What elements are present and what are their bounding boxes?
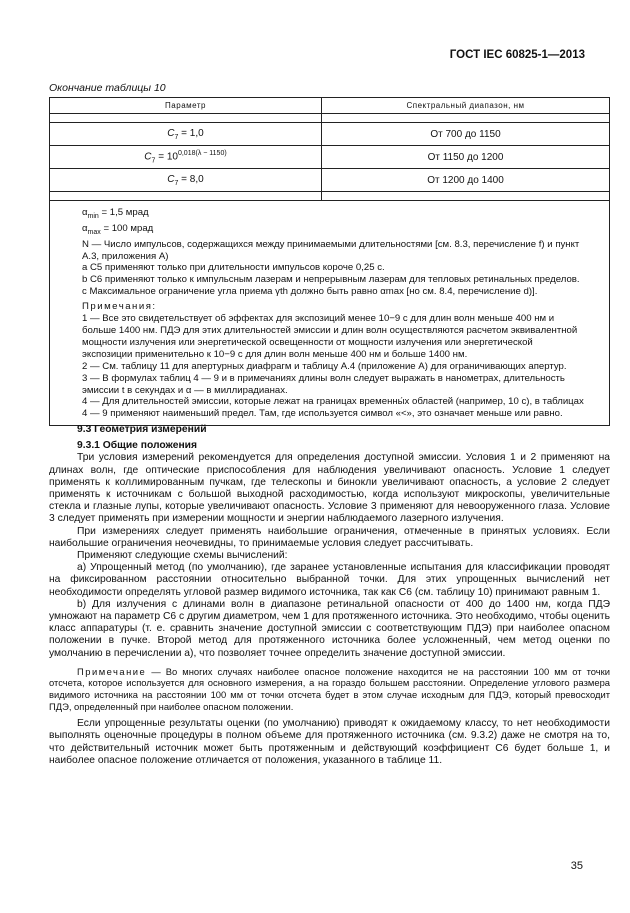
note-alpha-min: $\alpha_{min} = 1,5$ мрад [82, 207, 149, 220]
footnote-a: a C5 применяют только при длительности импульсов короче 0,25 с. [82, 262, 385, 274]
section-9-3 [49, 424, 610, 767]
table-row [50, 146, 610, 169]
param-cell: $C_7 = 8,0$ [50, 169, 322, 192]
heading-9-3-1: 9.3.1 Общие положения [77, 440, 197, 452]
notes-title: Примечания: [82, 301, 157, 313]
col-range-header: Спектральный диапазон, нм [322, 98, 610, 114]
table-row [50, 123, 610, 146]
paragraph: b) Для излучения с длинами волн в диапазоне ретинальной опасности от 400 до 1400 нм, когда ПДЭ умножают на параметр C6 с другим диаметром, чем 1 для протяженного источника. Это необходимо, чтобы оценить класс аппаратуры (т. е. сравнить значение доступной эмиссии с соответствующим ПДЭ) при наиболее опасном положении в пучке. Второй метод для протяженного источника более усложненный, чем метод оценки по умолчанию в перечислении а), что позволяет точнее определить значение доступной эмиссии. [49, 598, 610, 659]
note-4: 4 — Для длительностей эмиссии, которые лежат на границах временны́х областей (например, 10 с), в таблицах 4 — 9 применяют наименьший предел. Там, где используется символ «<», это означает меньше или равно. [82, 396, 584, 420]
note-1: 1 — Все это свидетельствует об эффектах для экспозиций менее 10−9 с для длин волн меньше 400 нм и больше 1400 нм. ПДЭ для этих длительностей эмиссии и длин волн осуществляются расчетом эквивалентной мощности излучения или энергетической освещенности от мощности излучения или энергетической экспозиции применительно к 10−9 с для длин волн меньше 400 нм и больше 1400 нм. [82, 313, 578, 360]
page-number: 35 [570, 860, 583, 872]
param-cell: $C_7 = 10^{0,018(\lambda - 1150)}$ [50, 146, 322, 169]
paragraph: Три условия измерений рекомендуется для определения доступной эмиссии. Условия 1 и 2 применяют на длинах волн, где оптические приспособления для наблюдения увеличивают опасность. Условие 1 следует применять к коллимированным пучкам, где телескопы и бинокли увеличивают опасность, а условие 2 следует применять к источникам с большой выходной расходимостью, когда используют микроскопы, увеличительные стекла и глазные лупы, которые увеличивают опасность. Условие 3 применяют для невооруженного глаза. Условие 3 следует применять при измерении мощности и энергии наблюдаемого лазерного излучения. [49, 452, 610, 525]
table-notes [50, 201, 610, 426]
note-paragraph: Примечание — Во многих случаях наиболее опасное положение находится не на расстоянии 100 мм от точки отсчета, которое используется для основного измерения, а на гораздо большем расстоянии. Определение углового размера видимого источника на расстоянии 100 мм от точки отсчета будет в этом случае исходным для ПДЭ, который превосходит ПДЭ, определенный при наиболее опасном положении. [49, 665, 610, 712]
footnote-b: b C6 применяют только к импульсным лазерам и непрерывным лазерам для тепловых ретинальных пределов. [82, 274, 580, 286]
note-3: 3 — В формулах таблиц 4 — 9 и в примечаниях длины волн следует выражать в нанометрах, длительность эмиссии t в секундах и α — в миллирадианах. [82, 372, 565, 396]
table-header-row [50, 98, 610, 114]
table-row [50, 169, 610, 192]
note-2: 2 — См. таблицу 11 для апертурных диафрагм и таблицу А.4 (приложение А) для ограничивающих апертур. [82, 360, 567, 372]
paragraph: При измерениях следует применять наибольшие ограничения, отмеченные в принятых условиях. Если наибольшие ограничения неочевидны, то принимаемые условия следует рассчитывать. [49, 525, 610, 549]
footnote-c: c Максимальное ограничение угла приема γth должно быть равно αmax [но см. 8.4, перечисление d)]. [82, 286, 538, 298]
param-cell: $C_7 = 1,0$ [50, 123, 322, 146]
notes-row [50, 201, 610, 426]
heading-9-3: 9.3 Геометрия измерений [77, 424, 207, 435]
range-cell: От 1200 до 1400 [322, 169, 610, 192]
table-caption: Окончание таблицы 10 [49, 82, 166, 94]
range-cell: От 700 до 1150 [322, 123, 610, 146]
col-parameter-header: Параметр [50, 98, 322, 114]
standard-header: ГОСТ IEC 60825-1—2013 [449, 49, 585, 61]
range-cell: От 1150 до 1200 [322, 146, 610, 169]
note-n: N — Число импульсов, содержащихся между принимаемыми длительностями [см. 8.3, перечисление f) и пункт А.3, приложения А) [82, 238, 580, 262]
paragraph: Применяют следующие схемы вычислений: [77, 550, 288, 562]
paragraph: Если упрощенные результаты оценки (по умолчанию) приводят к ожидаемому классу, то нет необходимости выполнять оценочные процедуры в полном объеме для протяженного источника (см. 9.3.2) даже не смотря на то, что действительный источник может быть протяженным и действующий коэффициент C6 будет больше 1, и наиболее опасное положение отличается от положения, указанного в таблице 11. [49, 718, 610, 766]
table-10 [49, 97, 610, 426]
paragraph: а) Упрощенный метод (по умолчанию), где заранее установленные испытания для классификации проводят на фиксированном расстоянии относительно выбранной точки. Для этих упрощенных вычислений нет необходимости определять угловой размер видимого источника, так как C6 (см. таблицу 10) принимают равным 1. [49, 562, 610, 598]
note-alpha-max: $\alpha_{max} = 100$ мрад [82, 222, 154, 236]
